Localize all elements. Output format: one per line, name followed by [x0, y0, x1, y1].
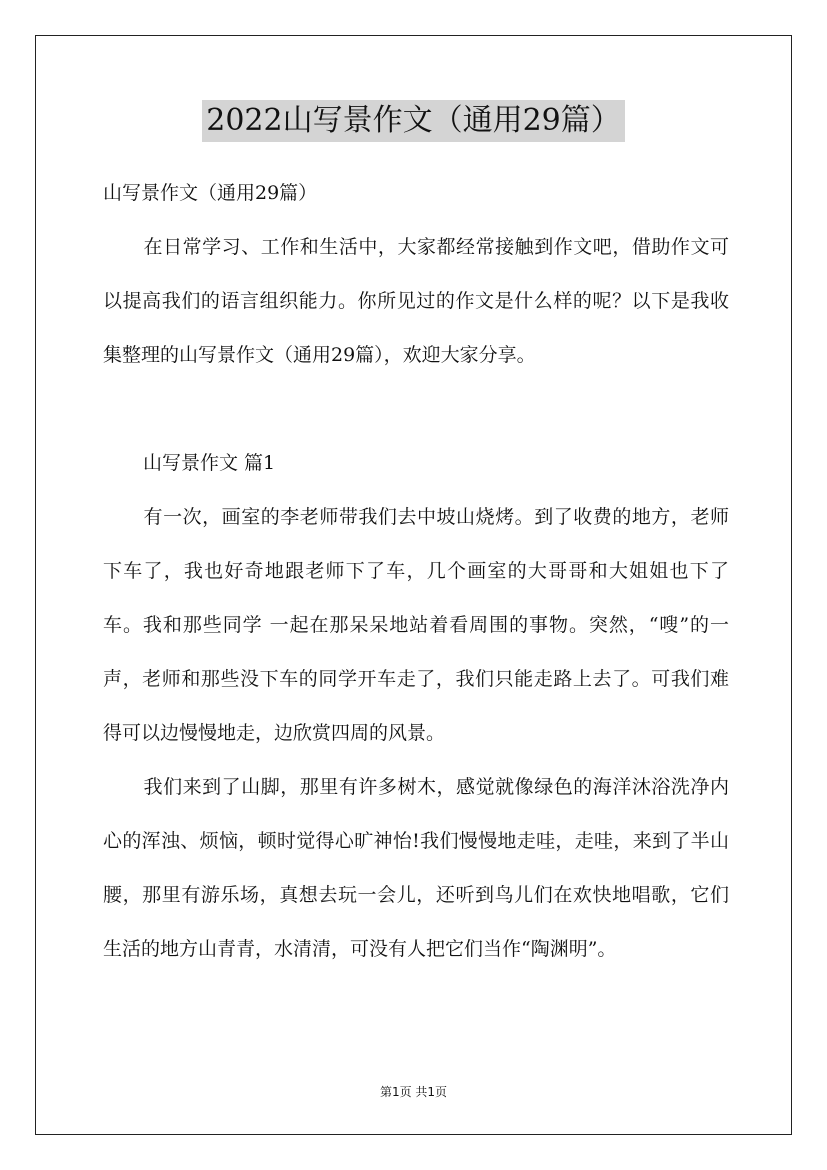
document-subtitle: 山写景作文（通用29篇）	[103, 182, 318, 204]
intro-text: 在日常学习、工作和生活中，大家都经常接触到作文吧，借助作文可以提高我们的语言组织能力。你所见过的作文是什么样的呢？以下是我收集整理的山写景作文（通用29篇），欢迎大家分享。	[103, 236, 729, 366]
intro-paragraph	[103, 220, 729, 382]
body-paragraph-1	[103, 490, 729, 760]
document-title: 2022山写景作文（通用29篇）	[202, 100, 625, 142]
body-paragraph-2	[103, 760, 729, 976]
body-paragraph-2-text: 我们来到了山脚，那里有许多树木，感觉就像绿色的海洋沐浴洗净内心的浑浊、烦恼，顿时觉得心旷神怡!我们慢慢地走哇，走哇，来到了半山腰，那里有游乐场，真想去玩一会儿，还听到鸟儿们在欢快地唱歌，它们生活的地方山青青，水清清，可没有人把它们当作“陶渊明”。	[103, 776, 729, 960]
body-paragraph-1-text: 有一次，画室的李老师带我们去中坡山烧烤。到了收费的地方，老师下车了，我也好奇地跟老师下了车，几个画室的大哥哥和大姐姐也下了车。我和那些同学 一起在那呆呆地站着看周围的事物。突然，“嗖”的一声，老师和那些没下车的同学开车走了，我们只能走路上去了。可我们难得可以边慢慢地走，边欣赏四周的风景。	[103, 506, 729, 744]
title-container	[0, 100, 827, 142]
page-footer: 第1页 共1页	[379, 1085, 448, 1099]
section-heading: 山写景作文 篇1	[143, 452, 276, 474]
